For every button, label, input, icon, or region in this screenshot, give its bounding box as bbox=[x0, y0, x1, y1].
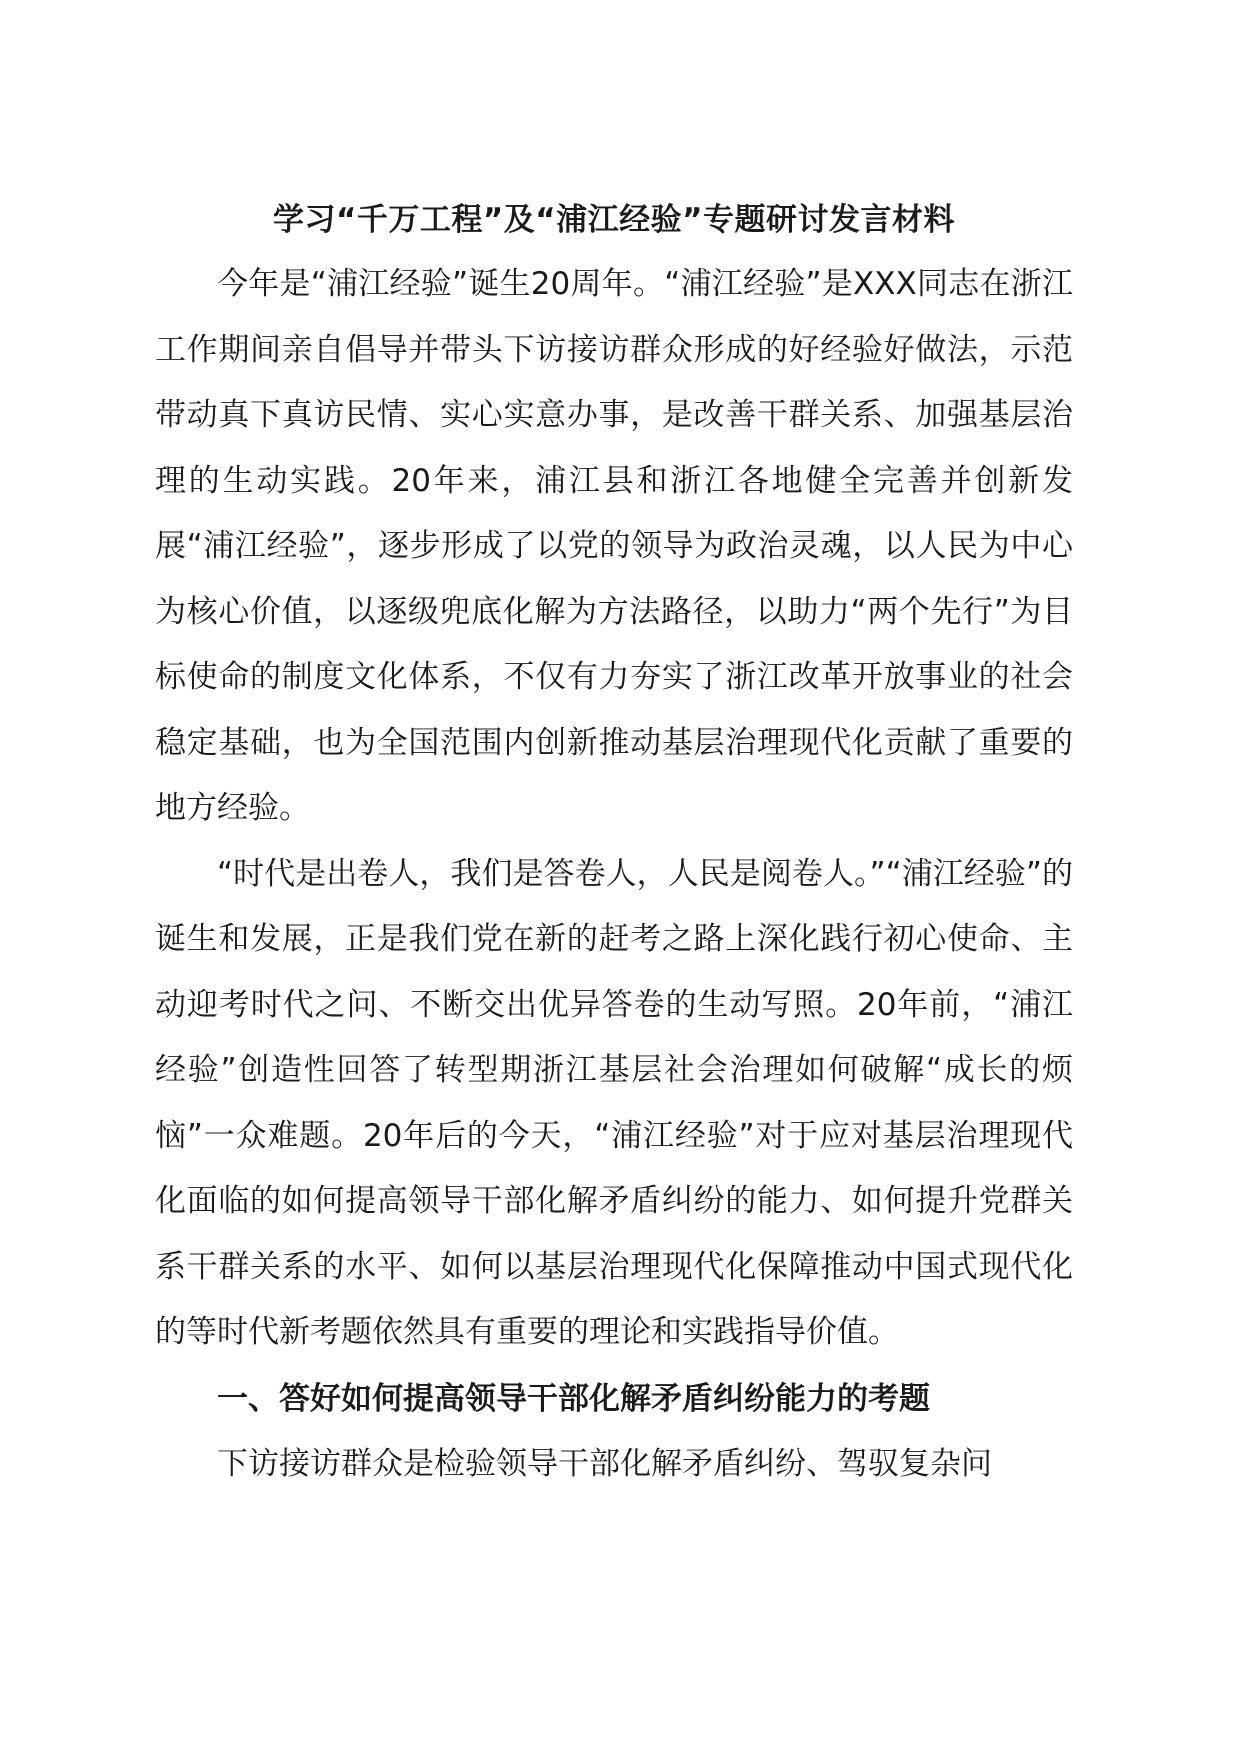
paragraph-intro: 今年是“浦江经验”诞生20周年。“浦江经验”是XXX同志在浙江工作期间亲自倡导并带头下访接访群众形成的好经验好做法，示范带动真下真访民情、实心实意办事，是改善干群关系、加强基层治理的生动实践。20年来，浦江县和浙江各地健全完善并创新发展“浦江经验”，逐步形成了以党的领导为政治灵魂，以人民为中心为核心价值，以逐级兜底化解为方法路径，以助力“两个先行”为目标使命的制度文化体系，不仅有力夯实了浙江改革开放事业的社会稳定基础，也为全国范围内创新推动基层治理现代化贡献了重要的地方经验。 bbox=[155, 266, 1073, 826]
document-title: 学习“千万工程”及“浦江经验”专题研讨发言材料 bbox=[273, 202, 955, 238]
paragraph-quote: “时代是出卷人，我们是答卷人，人民是阅卷人。”“浦江经验”的诞生和发展，正是我们党在新的赶考之路上深化践行初心使命、主动迎考时代之问、不断交出优异答卷的生动写照。20年前，“浦江经验”创造性回答了转型期浙江基层社会治理如何破解“成长的烦恼”一众难题。20年后的今天，“浦江经验”对于应对基层治理现代化面临的如何提高领导干部化解矛盾纠纷的能力、如何提升党群关系干群关系的水平、如何以基层治理现代化保障推动中国式现代化的等时代新考题依然具有重要的理论和实践指导价值。 bbox=[155, 855, 1073, 1350]
paragraph-section-1: 下访接访群众是检验领导干部化解矛盾纠纷、驾驭复杂问 bbox=[217, 1445, 992, 1482]
section-heading-1: 一、答好如何提高领导干部化解矛盾纠纷能力的考题 bbox=[217, 1380, 930, 1417]
document-body bbox=[155, 188, 1073, 1497]
